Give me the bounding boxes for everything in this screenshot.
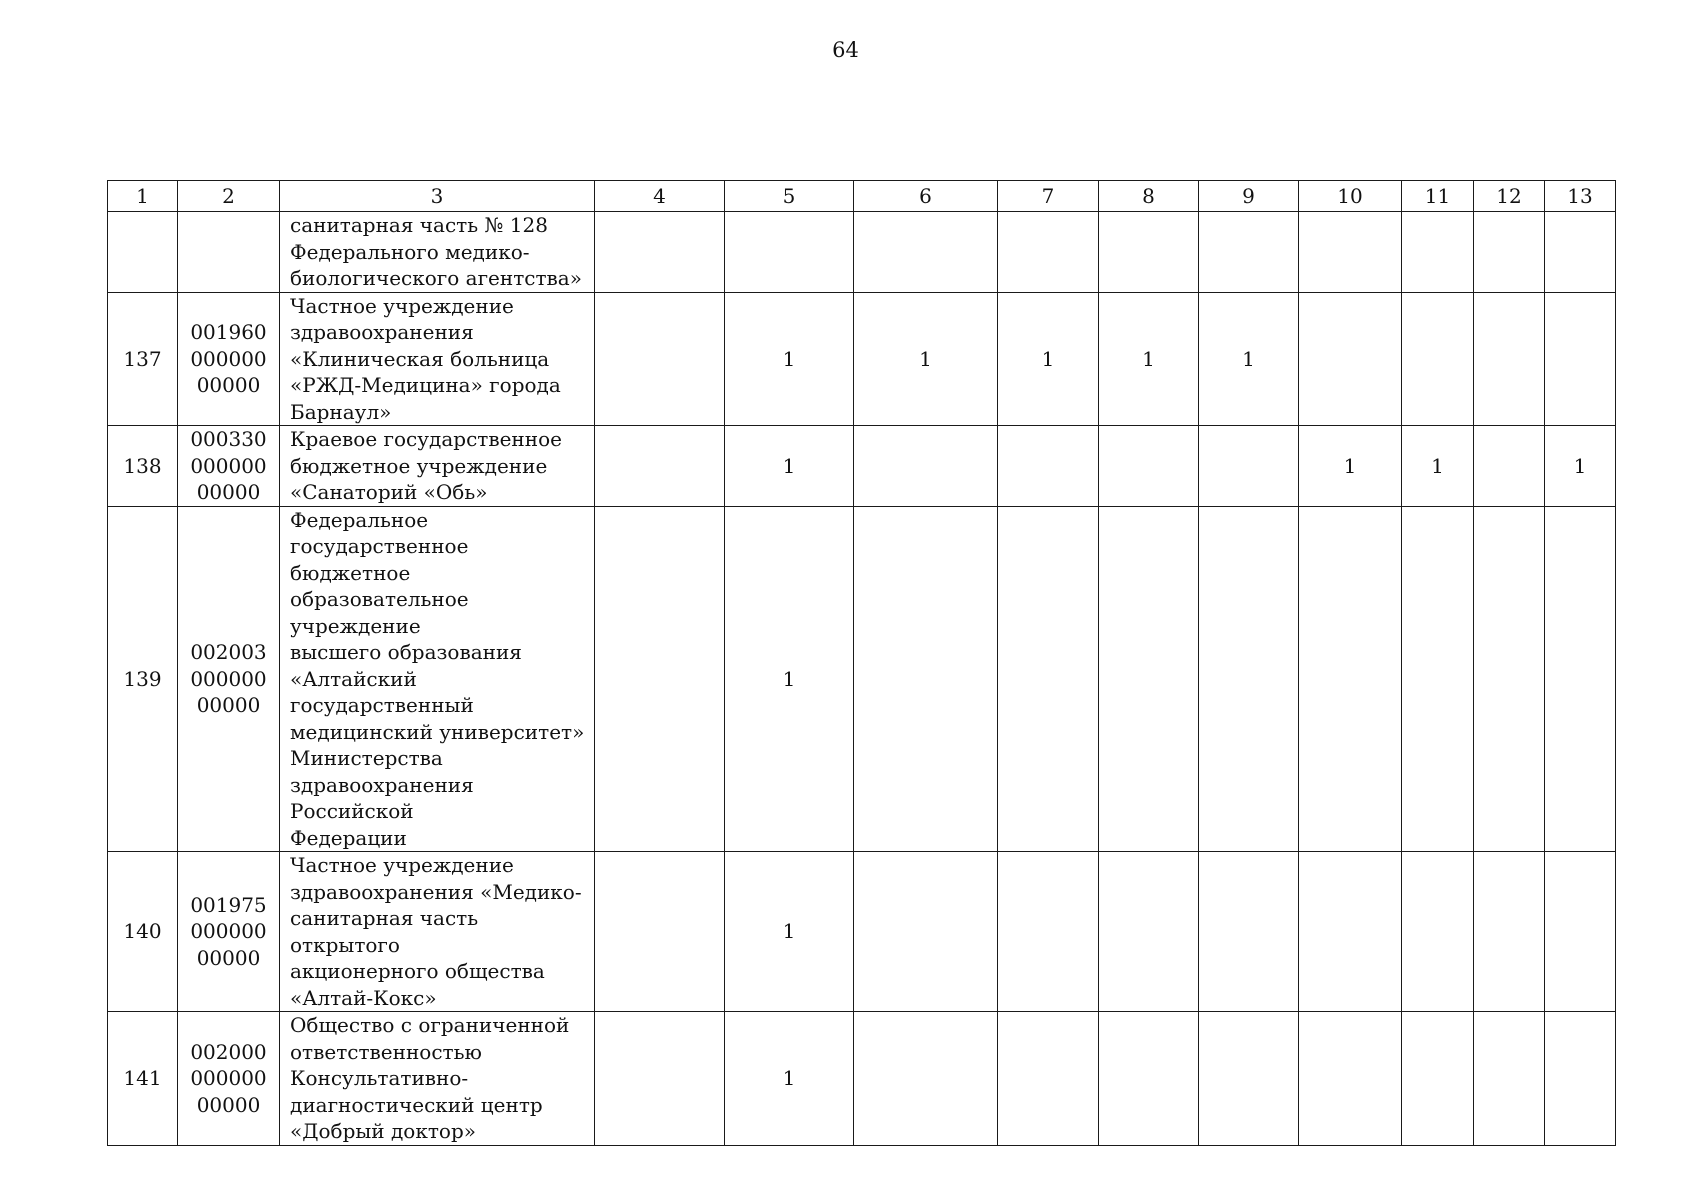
name-line: образовательное учреждение <box>290 587 469 638</box>
value-cell <box>1545 292 1616 426</box>
name-line: «Санаторий «Обь» <box>290 480 488 504</box>
value-cell <box>1545 212 1616 293</box>
value-cell <box>1199 1012 1299 1146</box>
code-line: 00000 <box>196 945 261 970</box>
value-cell <box>1402 212 1474 293</box>
value-cell <box>1299 1012 1402 1146</box>
value-cell <box>1099 212 1199 293</box>
name-line: Общество с ограниченной <box>290 1013 570 1037</box>
name-line: санитарная часть открытого <box>290 906 479 957</box>
value-cell <box>1474 1012 1545 1146</box>
code-line: 002003 <box>190 640 267 664</box>
name-line: бюджетное учреждение <box>290 453 548 478</box>
value-cell <box>1474 506 1545 852</box>
value-cell: 1 <box>725 426 854 507</box>
value-cell <box>1402 292 1474 426</box>
value-cell <box>1545 506 1616 852</box>
name-line: государственный <box>290 693 474 717</box>
code-line: 000000 <box>190 1066 267 1090</box>
code-line: 00000 <box>196 1092 261 1117</box>
name-line: «Алтай-Кокс» <box>290 985 437 1010</box>
code-line: 000000 <box>190 666 267 691</box>
code-line: 001975 <box>190 892 267 917</box>
value-cell <box>998 426 1099 507</box>
organization-name-cell <box>280 1012 595 1146</box>
code-cell <box>178 1012 280 1146</box>
name-line: «Клиническая больница <box>290 346 550 371</box>
value-cell <box>854 852 998 1012</box>
column-header: 6 <box>854 181 998 212</box>
row-number-cell: 137 <box>108 292 178 426</box>
value-cell <box>595 212 725 293</box>
value-cell <box>1474 426 1545 507</box>
table-row <box>108 426 1616 507</box>
name-line: биологического агентства» <box>290 266 582 290</box>
value-cell <box>1299 292 1402 426</box>
value-cell <box>1099 852 1199 1012</box>
code-line: 00000 <box>196 480 261 504</box>
name-line: санитарная часть № 128 <box>290 213 548 237</box>
value-cell: 1 <box>725 1012 854 1146</box>
value-cell: 1 <box>1402 426 1474 507</box>
organization-name-cell <box>280 852 595 1012</box>
name-line: ответственностью <box>290 1039 482 1064</box>
value-cell <box>1474 852 1545 1012</box>
code-line: 000000 <box>190 919 267 944</box>
value-cell <box>998 852 1099 1012</box>
value-cell: 1 <box>998 292 1099 426</box>
value-cell <box>1099 506 1199 852</box>
name-line: здравоохранения Российской <box>290 772 474 823</box>
name-line: Консультативно- <box>290 1066 469 1090</box>
name-line: Федерального медико- <box>290 239 530 264</box>
value-cell <box>595 426 725 507</box>
column-header: 11 <box>1402 181 1474 212</box>
column-header: 7 <box>998 181 1099 212</box>
row-number-cell: 141 <box>108 1012 178 1146</box>
code-line: 000000 <box>190 453 267 478</box>
value-cell <box>1402 852 1474 1012</box>
name-line: Частное учреждение <box>290 293 514 318</box>
column-header: 8 <box>1099 181 1199 212</box>
table-row <box>108 1012 1616 1146</box>
code-line: 001960 <box>190 320 267 344</box>
value-cell <box>1299 852 1402 1012</box>
value-cell <box>854 1012 998 1146</box>
column-header: 4 <box>595 181 725 212</box>
header-row <box>108 181 1616 212</box>
column-header: 2 <box>178 181 280 212</box>
code-line: 00000 <box>196 373 261 397</box>
value-cell <box>1402 506 1474 852</box>
name-line: Краевое государственное <box>290 427 562 451</box>
value-cell <box>725 212 854 293</box>
value-cell <box>595 1012 725 1146</box>
name-line: Федеральное <box>290 507 429 532</box>
code-line: 000000 <box>190 346 267 371</box>
value-cell <box>1099 1012 1199 1146</box>
name-line: Частное учреждение <box>290 853 514 877</box>
value-cell <box>1545 852 1616 1012</box>
table-row <box>108 292 1616 426</box>
column-header: 13 <box>1545 181 1616 212</box>
data-table <box>107 180 1616 1146</box>
value-cell <box>595 292 725 426</box>
value-cell: 1 <box>725 852 854 1012</box>
table-row <box>108 212 1616 293</box>
value-cell: 1 <box>1299 426 1402 507</box>
name-line: «Добрый доктор» <box>290 1119 476 1143</box>
value-cell <box>1199 426 1299 507</box>
row-number-cell: 139 <box>108 506 178 852</box>
column-header: 5 <box>725 181 854 212</box>
column-header: 10 <box>1299 181 1402 212</box>
value-cell: 1 <box>1099 292 1199 426</box>
value-cell <box>1099 426 1199 507</box>
value-cell <box>1402 1012 1474 1146</box>
value-cell <box>1199 852 1299 1012</box>
organization-name-cell <box>280 506 595 852</box>
value-cell <box>854 212 998 293</box>
table-row <box>108 506 1616 852</box>
value-cell: 1 <box>1545 426 1616 507</box>
name-line: высшего образования <box>290 640 522 664</box>
value-cell <box>1474 292 1545 426</box>
value-cell <box>998 212 1099 293</box>
table-body <box>108 212 1616 1146</box>
name-line: Федерации <box>290 825 407 850</box>
code-cell <box>178 292 280 426</box>
name-line: Министерства <box>290 746 443 770</box>
code-line: 002000 <box>190 1039 267 1064</box>
value-cell <box>854 506 998 852</box>
column-header: 9 <box>1199 181 1299 212</box>
name-line: диагностический центр <box>290 1092 543 1117</box>
code-line: 00000 <box>196 693 261 717</box>
name-line: «Алтайский <box>290 666 417 691</box>
organization-name-cell <box>280 212 595 293</box>
code-cell <box>178 426 280 507</box>
value-cell <box>595 506 725 852</box>
value-cell <box>1299 212 1402 293</box>
column-header: 12 <box>1474 181 1545 212</box>
code-cell <box>178 506 280 852</box>
code-line: 000330 <box>190 427 267 451</box>
value-cell <box>1299 506 1402 852</box>
name-line: медицинский университет» <box>290 719 585 744</box>
column-header: 1 <box>108 181 178 212</box>
value-cell <box>595 852 725 1012</box>
column-header: 3 <box>280 181 595 212</box>
value-cell <box>1199 212 1299 293</box>
page-number: 64 <box>832 38 859 62</box>
value-cell: 1 <box>725 506 854 852</box>
row-number-cell <box>108 212 178 293</box>
organization-name-cell <box>280 292 595 426</box>
value-cell <box>1545 1012 1616 1146</box>
name-line: государственное бюджетное <box>290 534 469 585</box>
value-cell <box>1199 506 1299 852</box>
row-number-cell: 140 <box>108 852 178 1012</box>
name-line: здравоохранения <box>290 320 474 344</box>
organization-name-cell <box>280 426 595 507</box>
value-cell: 1 <box>854 292 998 426</box>
code-cell <box>178 852 280 1012</box>
name-line: здравоохранения «Медико- <box>290 879 582 904</box>
value-cell: 1 <box>725 292 854 426</box>
name-line: Барнаул» <box>290 399 392 424</box>
code-cell <box>178 212 280 293</box>
name-line: «РЖД-Медицина» города <box>290 373 561 397</box>
table-row <box>108 852 1616 1012</box>
value-cell <box>998 1012 1099 1146</box>
value-cell <box>998 506 1099 852</box>
value-cell <box>1474 212 1545 293</box>
name-line: акционерного общества <box>290 959 545 983</box>
value-cell: 1 <box>1199 292 1299 426</box>
row-number-cell: 138 <box>108 426 178 507</box>
value-cell <box>854 426 998 507</box>
